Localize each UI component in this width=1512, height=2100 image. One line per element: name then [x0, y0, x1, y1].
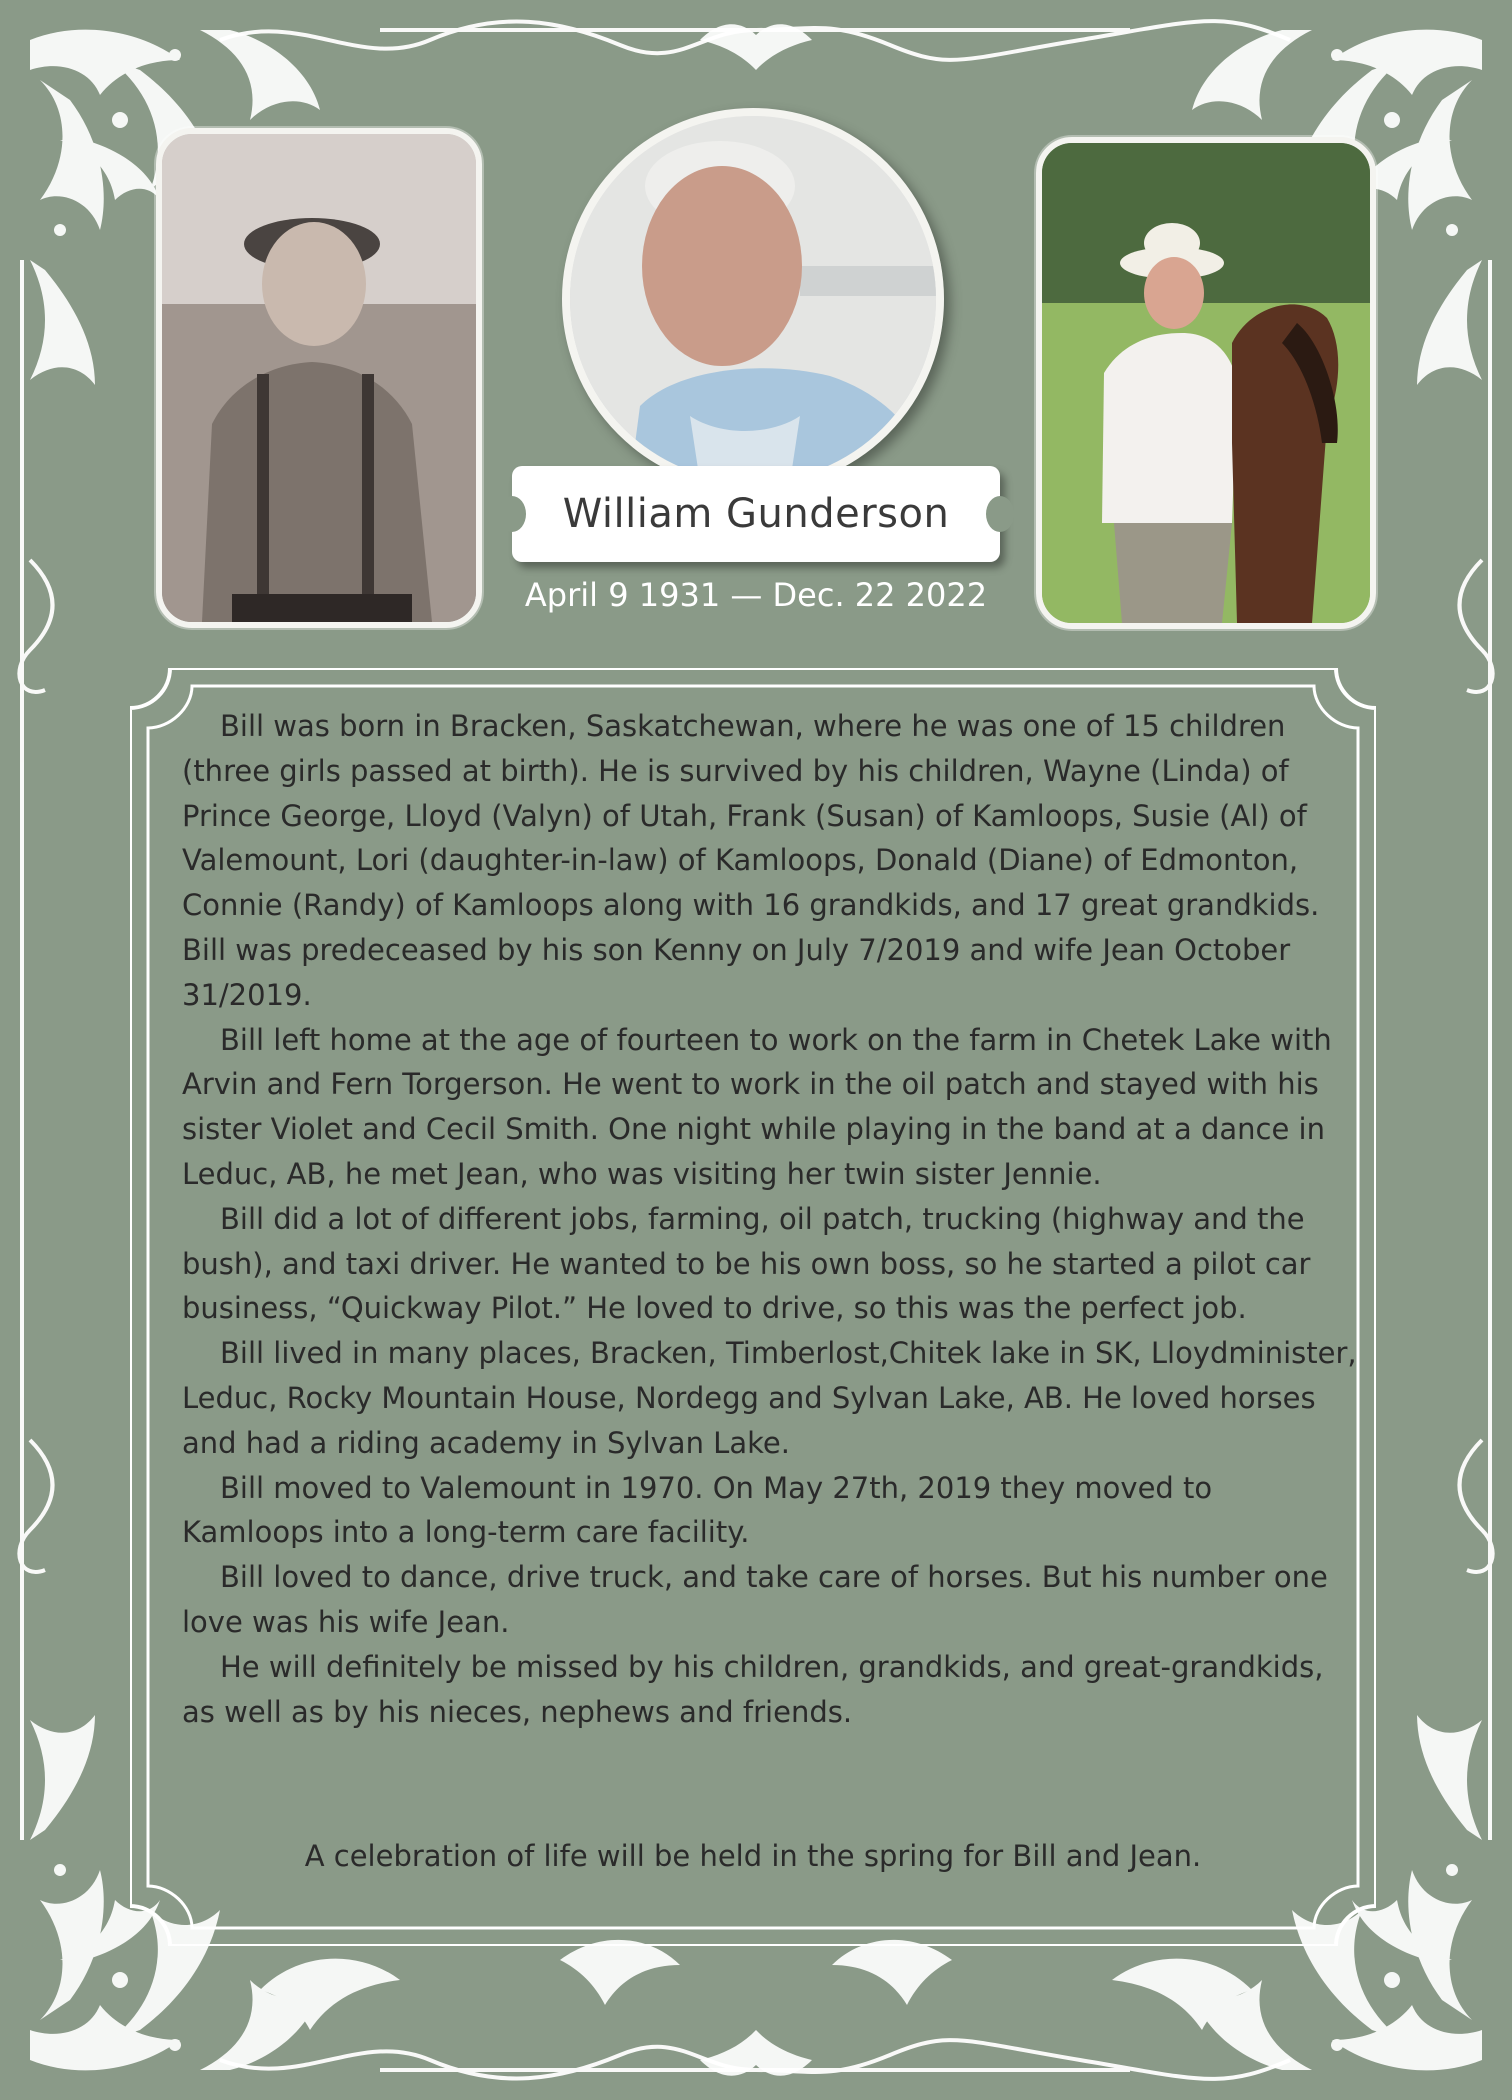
life-dates: April 9 1931 — Dec. 22 2022 [524, 576, 988, 614]
obituary-paragraph: Bill left home at the age of fourteen to work on the farm in Chetek Lake with Arvin and Fern Torgerson. He went to work in the oil patch and stayed with his sister Violet and Cecil Smith. One night while playing in the band at a dance in Leduc, AB, he met Jean, who was visiting her twin sister Jennie. [182, 1022, 1332, 1191]
obituary-text [182, 704, 1362, 1734]
obituary-paragraph: Bill was born in Bracken, Saskatchewan, where he was one of 15 children (three girls passed at birth). He is survived by his children, Wayne (Linda) of Prince George, Lloyd (Valyn) of Utah, Frank (Susan) of Kamloops, Susie (Al) of Valemount, Lori (daughter-in-law) of Kamloops, Donald (Diane) of Edmonton, Connie (Randy) of Kamloops along with 16 grandkids, and 17 great grandkids. Bill was predeceased by his son Kenny on July 7/2019 and wife Jean October 31/2019. [182, 709, 1320, 1012]
elderly-portrait-photo [562, 108, 944, 490]
name-plate [512, 466, 1000, 562]
obituary-panel [130, 668, 1376, 1946]
deceased-name: William Gunderson [562, 491, 950, 537]
celebration-of-life-note: A celebration of life will be held in the spring for Bill and Jean. [304, 1839, 1202, 1873]
young-boy-photo [156, 128, 482, 628]
obituary-paragraph: Bill loved to dance, drive truck, and take care of horses. But his number one love was his wife Jean. [182, 1560, 1328, 1639]
obituary-paragraph: Bill moved to Valemount in 1970. On May 27th, 2019 they moved to Kamloops into a long-term care facility. [182, 1470, 1213, 1550]
obituary-paragraph: He will definitely be missed by his children, grandkids, and great-grandkids, as well as by his nieces, nephews and friends. [182, 1649, 1324, 1729]
man-with-horse-photo [1036, 137, 1376, 629]
obituary-paragraph: Bill lived in many places, Bracken, Timberlost,Chitek lake in SK, Lloydminister, Leduc, Rocky Mountain House, Nordegg and Sylvan Lake, AB. He loved horses and had a riding academy in Sylvan Lake. [182, 1336, 1357, 1460]
obituary-paragraph: Bill did a lot of different jobs, farming, oil patch, trucking (highway and the bush), and taxi driver. He wanted to be his own boss, so he started a pilot car business, “Quickway Pilot.” He loved to drive, so this was the perfect job. [182, 1201, 1311, 1326]
